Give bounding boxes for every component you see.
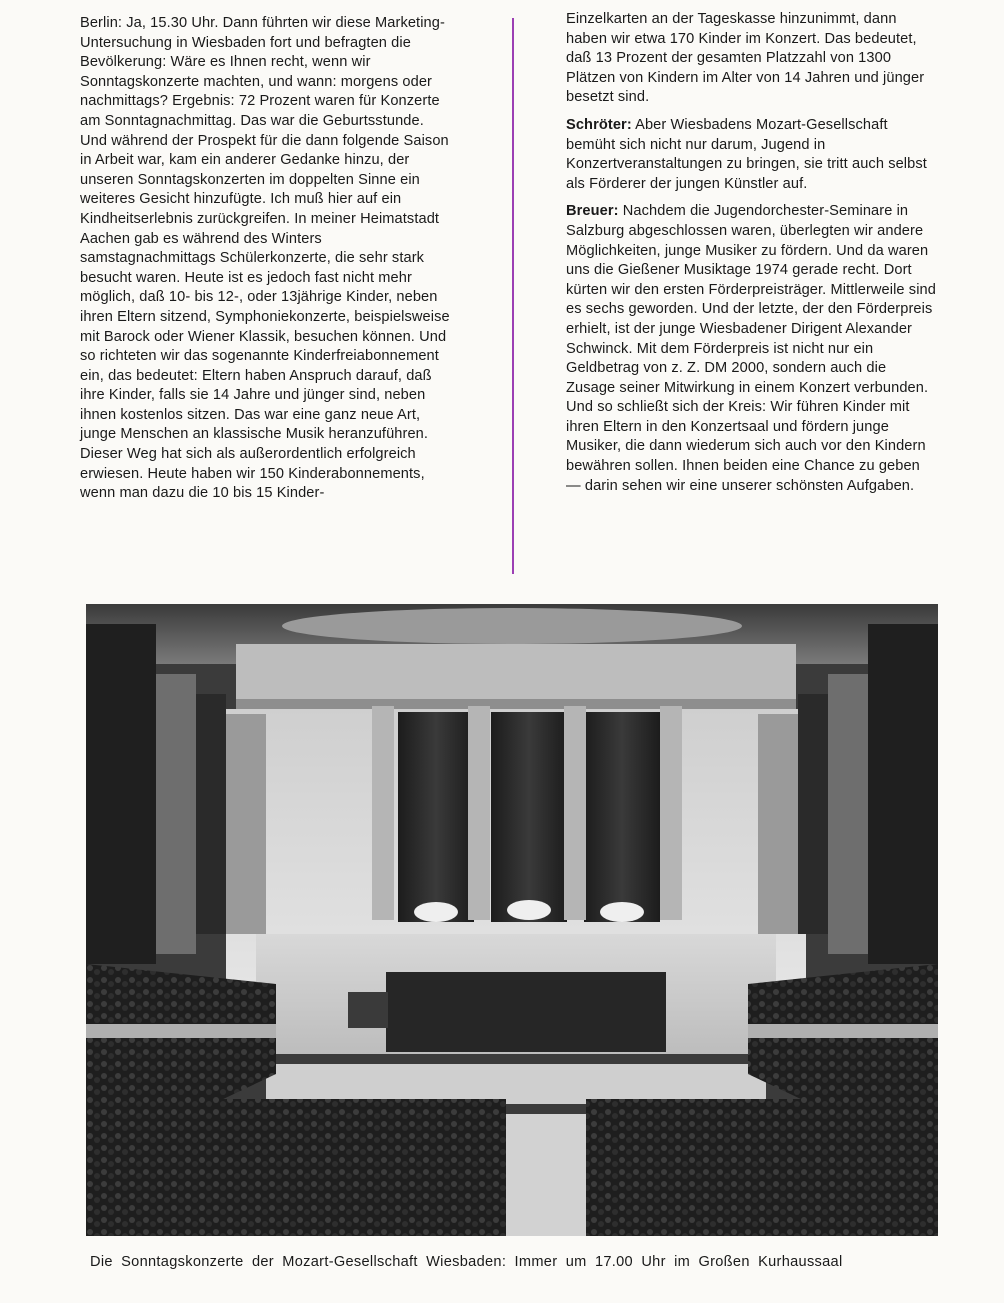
right-paragraph-2	[566, 116, 936, 194]
speaker-breuer: Breuer:	[566, 203, 619, 220]
right-paragraph-1: Einzelkarten an der Tageskasse hinzunimmt, dann haben wir etwa 170 Kinder im Konzert. Das bedeutet, daß 13 Prozent der gesamten Platzzahl von 1300 Plätzen von Kindern im Alter von 14 Jahren und jünger besetzt sind.	[566, 11, 925, 106]
speaker-schroeter: Schröter:	[566, 116, 632, 133]
right-paragraph-3	[566, 202, 936, 496]
concert-hall-photo	[86, 604, 938, 1236]
column-divider	[512, 18, 514, 574]
photo-caption: Die Sonntagskonzerte der Mozart-Gesellschaft Wiesbaden: Immer um 17.00 Uhr im Großen Kurhaussaal	[90, 1254, 843, 1270]
paragraph-text-schroeter: Aber Wiesbadens Mozart-Gesellschaft bemüht sich nicht nur darum, Jugend in Konzertveranstaltungen zu bringen, sie tritt auch selbst als Förderer der jungen Künstler auf.	[566, 116, 927, 192]
paragraph-text-breuer: Nachdem die Jugendorchester-Seminare in Salzburg abgeschlossen waren, überlegten wir andere Möglichkeiten, junge Musiker zu fördern. Und da waren uns die Gießener Musiktage 1974 gerade recht. Dort kürten wir den ersten Förderpreisträger. Mittlerweile sind es sechs geworden. Und der letzte, der den Förderpreis erhielt, ist der junge Wiesbadener Dirigent Alexander Schwinck. Mit dem Förderpreis ist nicht nur ein Geldbetrag von z. Z. DM 2000, sondern auch die Zusage seiner Mitwirkung in einem Konzert verbunden. Und so schließt sich der Kreis: Wir führen Kinder mit ihren Eltern in den Konzertsaal und fördern junge Musiker, die dann wiederum sich auch vor den Kindern bewähren sollen. Ihnen beiden eine Chance zu geben — darin sehen wir eine unserer schönsten Aufgaben.	[566, 203, 936, 494]
concert-hall-illustration	[86, 604, 938, 1236]
left-paragraph: Berlin: Ja, 15.30 Uhr. Dann führten wir diese Marketing-Untersuchung in Wiesbaden fort und befragten die Bevölkerung: Wäre es Ihnen recht, wenn wir Sonntagskonzerte machten, und wann: morgens oder nachmittags? Ergebnis: 72 Prozent waren für Konzerte am Sonntagnachmittag. Das war die Geburtsstunde. Und während der Prospekt für die dann folgende Saison in Arbeit war, kam ein anderer Gedanke hinzu, der unseren Sonntagskonzerten im doppelten Sinne ein weiteres Gesicht hinzufügte. Ich muß hier auf ein Kindheitserlebnis zurückgreifen. In meiner Heimatstadt Aachen gab es während des Winters samstagnachmittags Schülerkonzerte, die sehr stark besucht waren. Heute ist es jedoch fast nicht mehr möglich, daß 10- bis 12-, oder 13jährige Kinder, neben ihren Eltern sitzend, Symphoniekonzerte, beispielsweise mit Barock oder Wiener Klassik, besuchen können. Und so richteten wir das sogenannte Kinderfreiabonnement ein, das bedeutet: Eltern haben Anspruch darauf, daß ihre Kinder, falls sie 14 Jahre und jünger sind, neben ihnen kostenlos sitzen. Das war eine ganz neue Art, junge Menschen an klassische Musik heranzuführen. Dieser Weg hat sich als außerordentlich erfolgreich erwiesen. Heute haben wir 150 Kinderabonnements, wenn man dazu die 10 bis 15 Kinder-	[80, 15, 450, 502]
right-text-column	[566, 10, 936, 504]
left-text-column	[80, 14, 452, 512]
